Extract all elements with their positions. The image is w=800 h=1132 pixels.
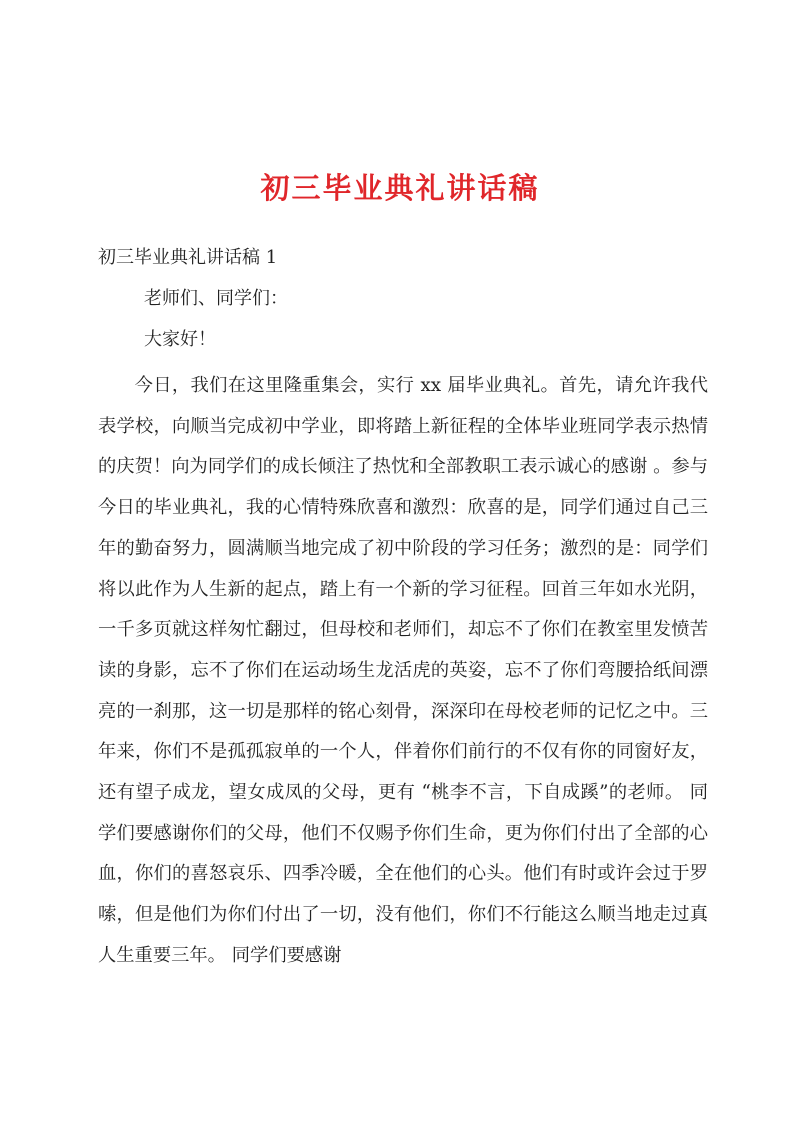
- greeting-line: 大家好！: [144, 329, 216, 350]
- document-subtitle: 初三毕业典礼讲话稿 1: [98, 247, 278, 268]
- salutation-line: 老师们、同学们：: [144, 288, 288, 309]
- document-title: 初三毕业典礼讲话稿: [260, 171, 540, 205]
- body-paragraph: 今日，我们在这里隆重集会，实行 xx 届毕业典礼。首先，请允许我代表学校，向顺当完成初中学业，即将踏上新征程的全体毕业班同学表示热情的庆贺！向为同学们的成长倾注了热忱和全部教职工表示诚心的感谢 。参与今日的毕业典礼，我的心情特殊欣喜和激烈：欣喜的是，同学们通过自己三年的勤奋努力，圆满顺当地完成了初中阶段的学习任务；激烈的是：同学们将以此作为人生新的起点，踏上有一个新的学习征程。回首三年如水光阴，一千多页就这样匆忙翻过，但母校和老师们，却忘不了你们在教室里发愤苦读的身影，忘不了你们在运动场生龙活虎的英姿，忘不了你们弯腰拾纸间漂亮的一刹那，这一切是那样的铭心刻骨，深深印在母校老师的记忆之中。三年来，你们不是孤孤寂单的一个人，伴着你们前行的不仅有你的同窗好友，还有望子成龙，望女成凤的父母，更有 “桃李不言，下自成蹊”的老师。 同学们要感谢你们的父母，他们不仅赐予你们生命，更为你们付出了全部的心血，你们的喜怒哀乐、四季冷暖，全在他们的心头。他们有时或许会过于罗嗦，但是他们为你们付出了一切，没有他们，你们不行能这么顺当地走过真人生重要三年。 同学们要感谢: [98, 375, 708, 966]
